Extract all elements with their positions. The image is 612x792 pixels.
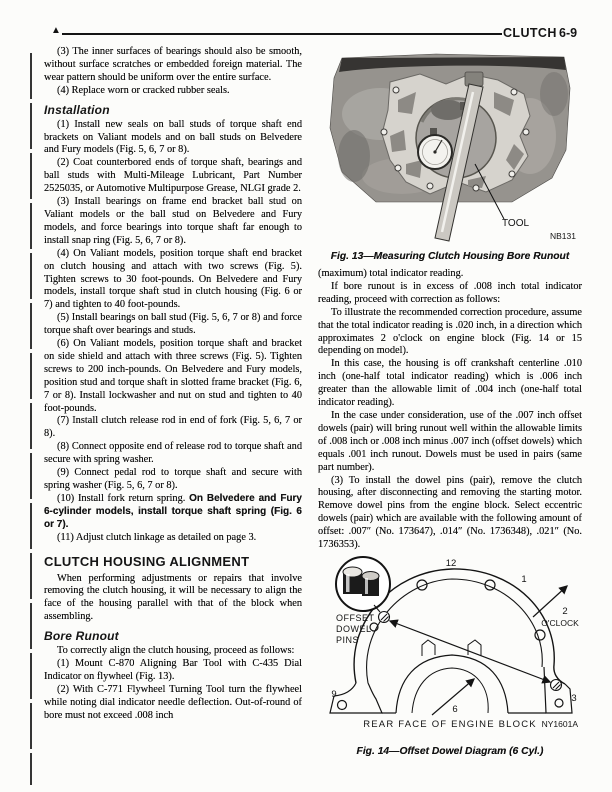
runout-paragraph-excess: If bore runout is in excess of .008 inch total indicator reading, proceed with correction as follows: <box>318 280 582 305</box>
clock-position-9: 9 <box>331 688 337 700</box>
dowel-install-step-3: (3) To install the dowel pins (pair), remove the clutch housing, after disconnecting and removing the starting motor. Remove dowel pins from the engine block. Select eccentric dowels (pair) which are available with the following amount of offset: .007″ (No. 173647), .014″ (No. 1736348), .021″ (No. 1736353). <box>318 474 582 551</box>
runout-paragraph-illustrate: To illustrate the recommended correction procedure, assume that the total indicator reading is .020 inch, in a direction which approximates 2 o'clock on engine block (Fig. 14 or 15 depending on model). <box>318 306 582 357</box>
heading-bore-runout: Bore Runout <box>44 629 119 644</box>
rear-face-label: REAR FACE OF ENGINE BLOCK <box>363 718 537 730</box>
paragraph-step4-removal: (4) Replace worn or cracked rubber seals. <box>57 84 230 96</box>
right-column <box>318 52 582 763</box>
install-step-2: (2) Coat counterbored ends of torque shaft, bearings and ball studs with Multi-Mileage Lubricant, Part Number 2525035, or Automotive Multipurpose Grease, NLGI grade 2. <box>44 157 302 195</box>
header-page-number: 6-9 <box>559 26 578 40</box>
fig14-caption: Fig. 14—Offset Dowel Diagram (6 Cyl.) <box>356 745 544 757</box>
fig13-photo <box>318 52 582 242</box>
install-step-10-emphasis: On Belvedere and Fury 6-cylinder models, install torque shaft spring (Fig. 6 or 7). <box>44 492 302 530</box>
header-rule <box>62 33 502 35</box>
fig13-caption: Fig. 13—Measuring Clutch Housing Bore Runout <box>330 251 570 262</box>
offset-dowel-pins-label-line2: DOWEL <box>336 623 372 634</box>
section-marker-icon: ▲ <box>51 25 61 36</box>
clock-position-1: 1 <box>521 573 527 585</box>
offset-dowel-pins-label-line1: OFFSET <box>336 612 375 623</box>
paragraph-step3-removal: (3) The inner surfaces of bearings should also be smooth, without surface scratches or embedded foreign material. The wear pattern should be uniform over the entire surface. <box>44 46 302 83</box>
bore-runout-intro: To correctly align the clutch housing, proceed as follows: <box>57 645 295 657</box>
heading-installation: Installation <box>44 102 110 117</box>
install-step-5: (5) Install bearings on ball stud (Fig. 5, 6, 7 or 8) and force torque shaft over bearings and studs. <box>44 312 302 337</box>
left-column <box>44 46 302 723</box>
figure-14 <box>318 555 582 757</box>
clock-position-12: 12 <box>445 557 457 569</box>
install-step-9: (9) Connect pedal rod to torque shaft and secure with spring washer (Fig. 5, 6, 7 or 8). <box>44 467 302 491</box>
install-step-8: (8) Connect opposite end of release rod to torque shaft and secure with spring washer. <box>44 441 302 466</box>
offset-dowel-lower <box>551 679 562 690</box>
header-section-title: CLUTCH <box>503 26 557 40</box>
oclock-label: O'CLOCK <box>541 617 579 628</box>
install-step-6: (6) On Valiant models, position torque shaft and bracket on side shield and attach with three screws (Fig. 5). Tighten screws to 200 inch-pounds. On Belvedere and Fury models, position stud and torque shaft in slotted frame bracket (Fig. 6, 7 or 8). Install lockwasher and nut on stud and tighten to 40 foot-pounds. <box>44 338 302 414</box>
heading-clutch-housing-alignment: CLUTCH HOUSING ALIGNMENT <box>44 553 250 569</box>
bore-step-2: (2) With C-771 Flywheel Turning Tool turn the flywheel while noting dial indicator needle deflection. Out-of-round of bore must not exceed .008 inch <box>44 683 302 721</box>
dowel-pin-inset <box>336 557 390 612</box>
install-step-3: (3) Install bearings on frame end bracket ball stud on Valiant models or the ball stud on Belvedere and Fury models, and force bearings into torque shaft far enough to install snap ring (Fig. 5, 6, 7 or 8). <box>44 196 302 246</box>
offset-dowel-pins-label-line3: PINS <box>336 634 360 645</box>
clock-position-3: 3 <box>571 692 577 704</box>
runout-paragraph-case: In this case, the housing is off crankshaft centerline .010 inch (one-half total indicator reading) which is .006 inch greater than the allowable limit of .004 inch (one-half total indicator reading). <box>318 358 582 409</box>
fig13-code: NB131 <box>550 231 576 241</box>
install-step-11: (11) Adjust clutch linkage as detailed on page 3. <box>57 531 257 543</box>
install-step-10-text: (10) Install fork return spring. <box>57 492 190 504</box>
offset-dowel-upper <box>379 611 390 622</box>
install-step-10 <box>44 493 302 532</box>
runout-paragraph-continuation: (maximum) total indicator reading. <box>318 268 464 279</box>
install-step-7: (7) Install clutch release rod in end of fork (Fig. 5, 6, 7 or 8). <box>44 415 302 440</box>
clock-position-2: 2 <box>562 605 568 617</box>
install-step-4: (4) On Valiant models, position torque shaft end bracket on clutch housing and attach with two screws (Fig. 5). Tighten screws to 30 foot-pounds. On Belvedere and Fury models, install torque shaft stud in clutch housing (Fig. 6 or 7) and tighten to 40 foot-pounds. <box>44 247 302 311</box>
alignment-intro-paragraph: When performing adjustments or repairs that involve removing the clutch housing, it will be necessary to align the face of the housing parallel with that of the block when assembling. <box>44 572 302 623</box>
bore-step-1: (1) Mount C-870 Aligning Bar Tool with C-435 Dial Indicator on flywheel (Fig. 13). <box>44 658 302 682</box>
binding-edge-mark <box>30 53 32 785</box>
runout-paragraph-consideration: In the case under consideration, use of the .007 inch offset dowels (pair) will bring runout well within the allowable limits of .008 inch or .008 inch minus .007 inch (offset dowels) which equals .001 inch runout. Dowels must be used in pairs (same part number). <box>318 409 582 473</box>
clock-position-6: 6 <box>452 703 458 715</box>
fig14-code: NY1601A <box>541 718 578 729</box>
fig14-diagram <box>318 555 582 737</box>
install-step-1: (1) Install new seals on ball studs of torque shaft end brackets on Valiant models and on ball studs on Belvedere and Fury models (Fig. 5, 6, 7 or 8). <box>44 118 302 156</box>
tool-label: TOOL <box>502 218 530 229</box>
figure-13 <box>318 52 582 262</box>
